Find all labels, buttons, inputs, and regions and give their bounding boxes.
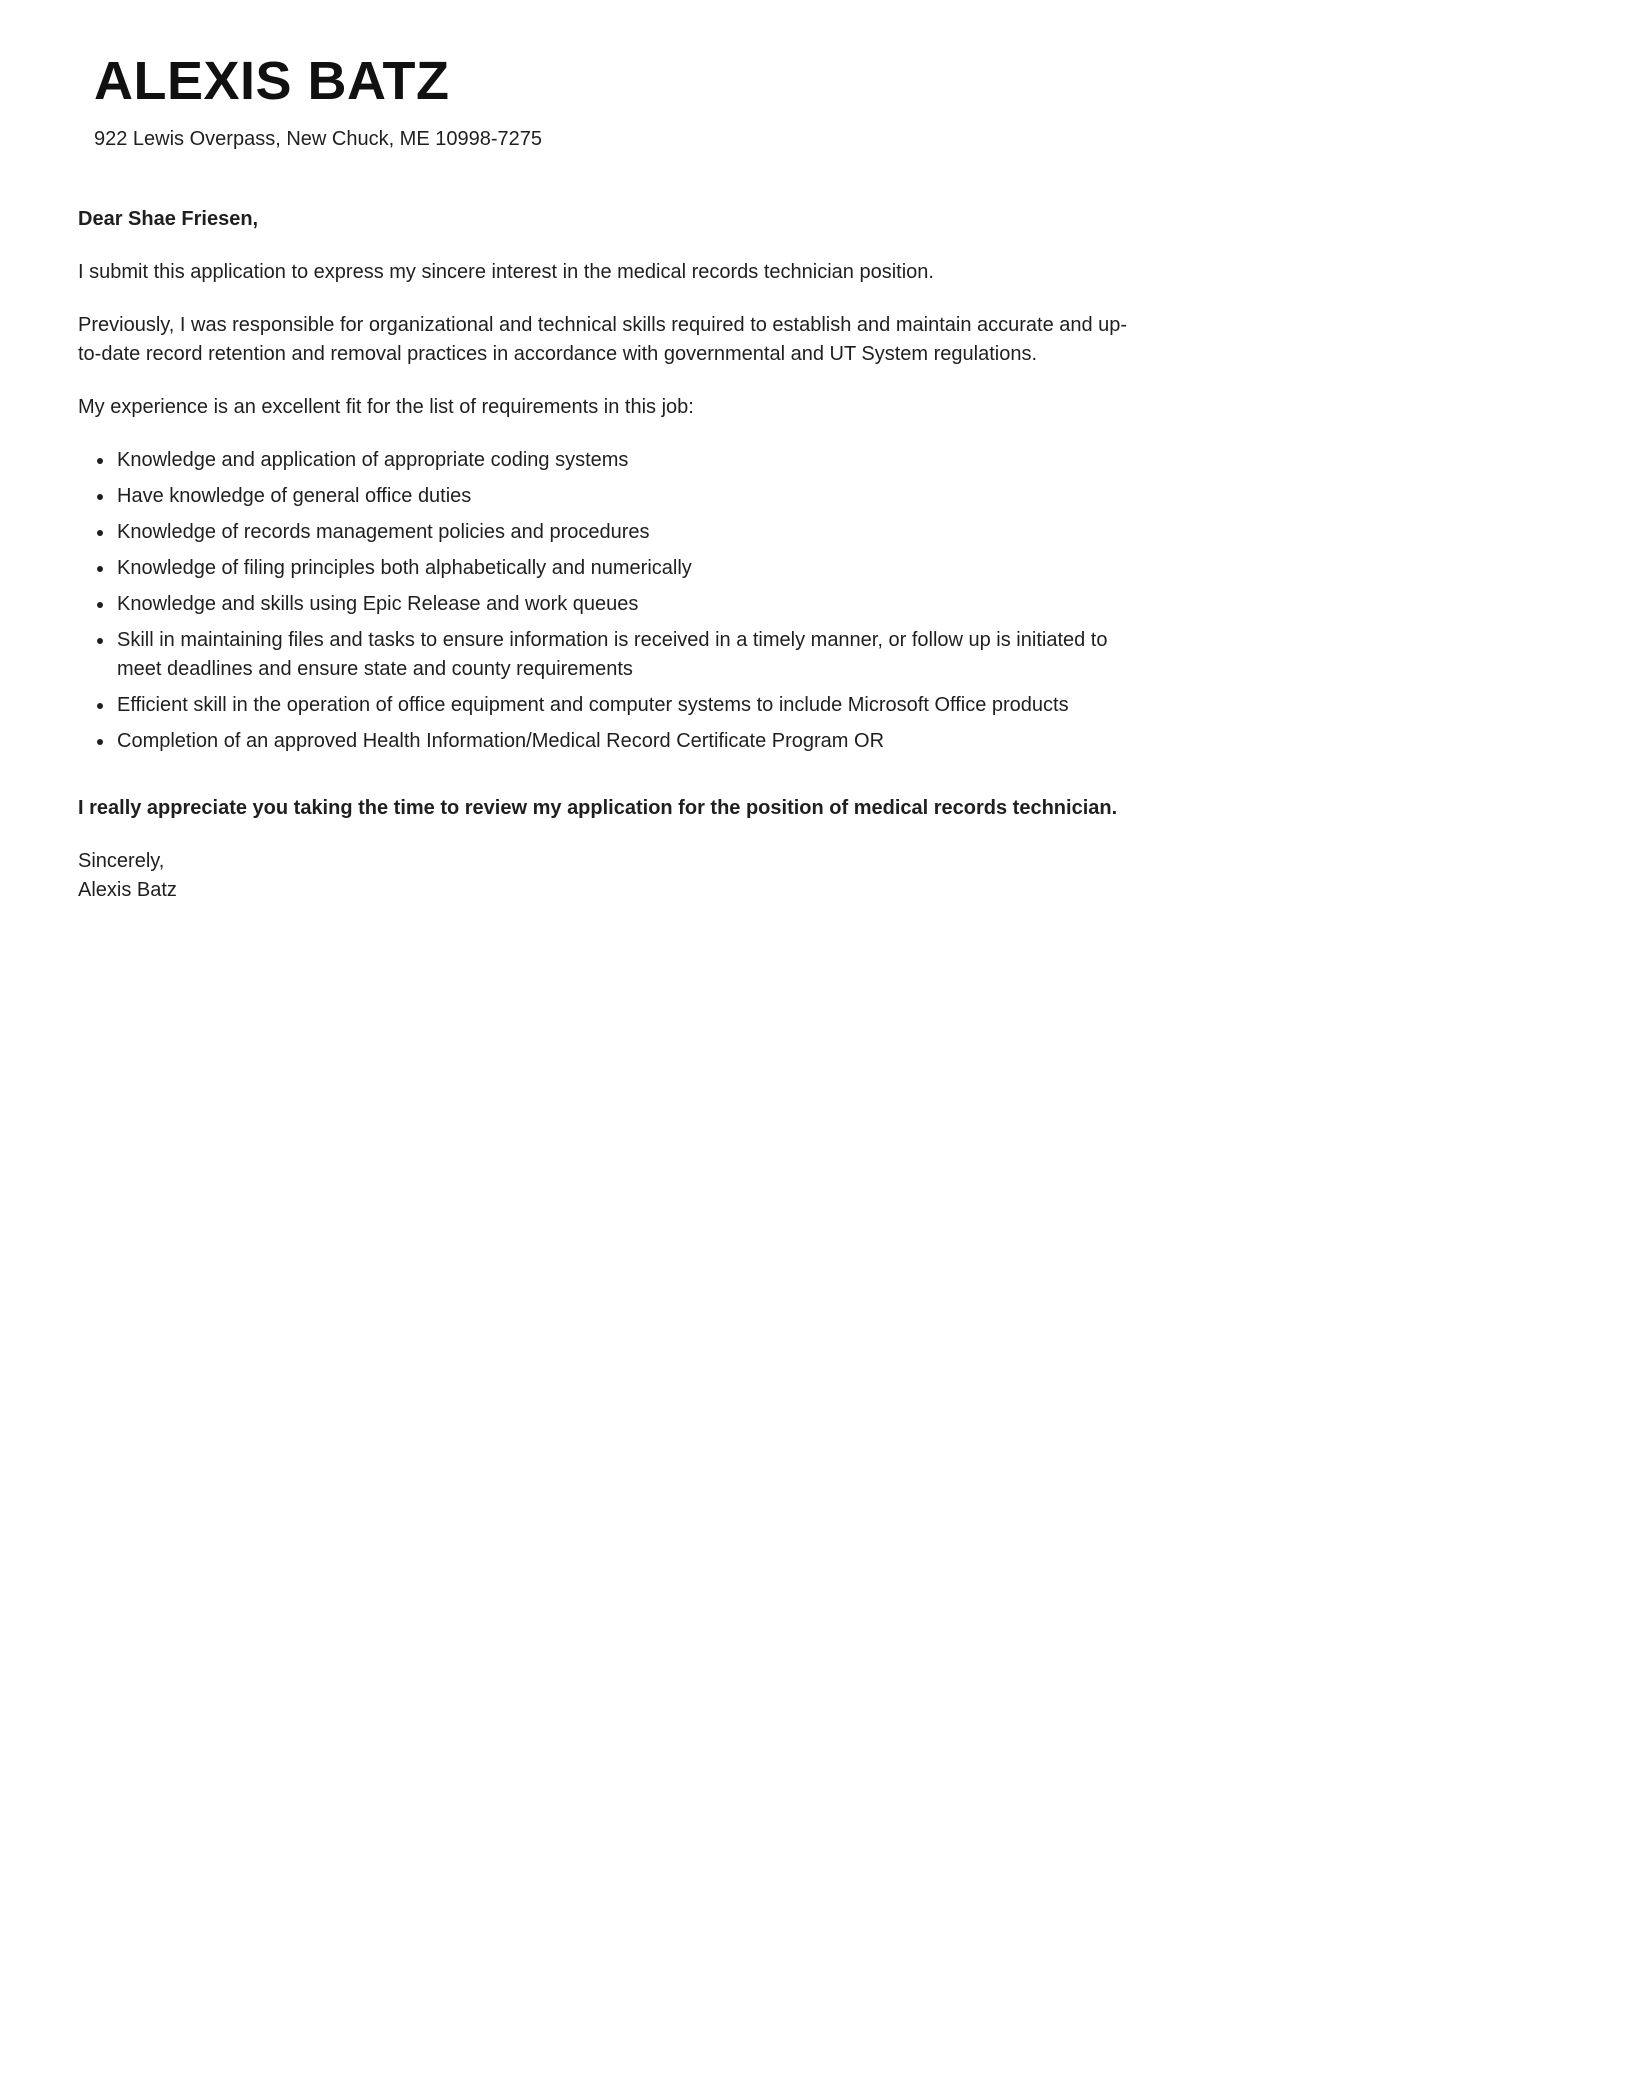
list-item: • Knowledge and skills using Epic Release and work queues	[115, 590, 1133, 619]
signature-name: Alexis Batz	[78, 879, 177, 902]
letter-header	[94, 52, 1133, 153]
list-item: • Knowledge and application of appropriate coding systems	[115, 446, 1133, 475]
list-item: • Completion of an approved Health Information/Medical Record Certificate Program OR	[115, 727, 1133, 756]
sender-address: 922 Lewis Overpass, New Chuck, ME 10998-7275	[94, 128, 543, 151]
list-item: • Skill in maintaining files and tasks to ensure information is received in a timely manner, or follow up is initiated to meet deadlines and ensure state and county requirements	[115, 626, 1133, 684]
intro-paragraph: I submit this application to express my sincere interest in the medical records technician position.	[78, 261, 934, 284]
letter-content	[78, 52, 1133, 905]
qualifications-list	[78, 446, 1133, 756]
recipient-salutation: Dear Shae Friesen,	[78, 208, 259, 231]
fit-statement: My experience is an excellent fit for the list of requirements in this job:	[78, 396, 694, 419]
sender-name: ALEXIS BATZ	[94, 51, 450, 111]
list-item: • Have knowledge of general office duties	[115, 482, 1133, 511]
list-item: • Efficient skill in the operation of office equipment and computer systems to include Microsoft Office products	[115, 691, 1133, 720]
closing-statement: I really appreciate you taking the time to review my application for the position of medical records technician.	[78, 797, 1118, 820]
list-item: • Knowledge of records management policies and procedures	[115, 518, 1133, 547]
signoff: Sincerely,	[78, 850, 165, 873]
list-item: • Knowledge of filing principles both alphabetically and numerically	[115, 554, 1133, 583]
background-paragraph: Previously, I was responsible for organizational and technical skills required to establish and maintain accurate and up-to-date record retention and removal practices in accordance with governmental and UT System regulations.	[78, 314, 1128, 366]
